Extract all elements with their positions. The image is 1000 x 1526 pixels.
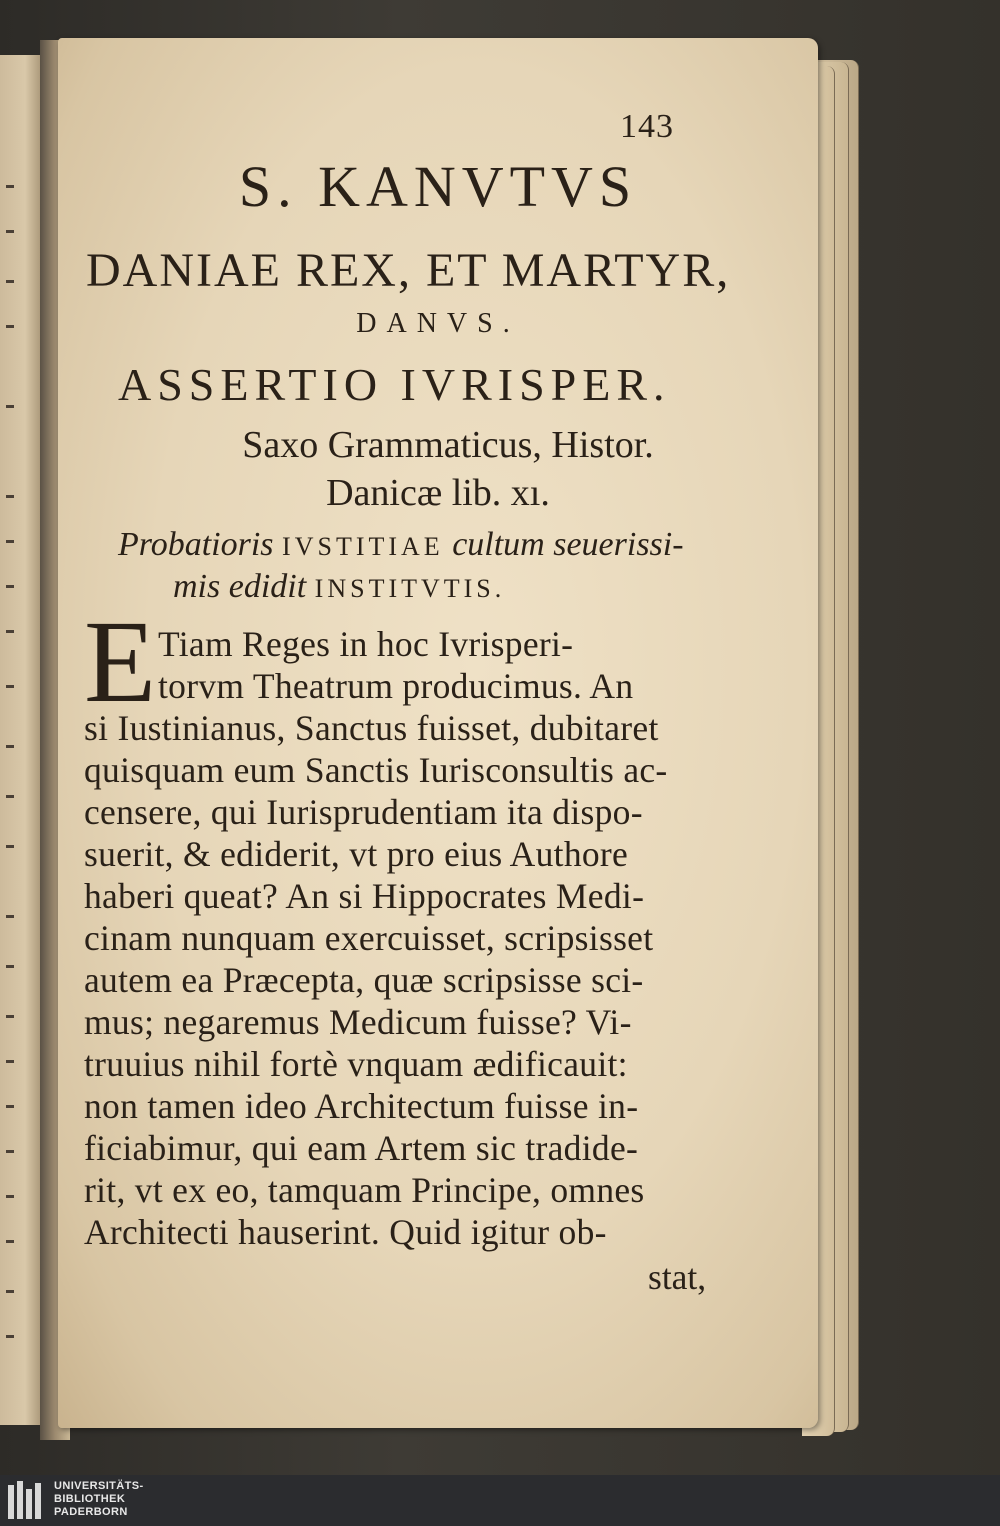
text-fragment-mark: [6, 325, 14, 328]
footer-bar: [0, 1475, 1000, 1526]
body-text-line: truuius nihil fortè vnquam ædificauit:: [84, 1044, 628, 1084]
body-text-line: cinam nunquam exercuisset, scripsisset: [84, 918, 654, 958]
motto-italic-text: Probatioris: [118, 526, 274, 563]
body-text-line: Architecti hauserint. Quid igitur ob-: [84, 1212, 607, 1252]
text-fragment-mark: [6, 1195, 14, 1198]
text-fragment-mark: [6, 280, 14, 283]
source-line: Saxo Grammaticus, Histor.: [242, 424, 654, 466]
text-fragment-mark: [6, 1240, 14, 1243]
library-name-line: UNIVERSITÄTS-: [54, 1480, 144, 1492]
motto-italic-text: mis edidit: [173, 568, 307, 605]
library-name: [54, 1480, 144, 1519]
text-fragment-mark: [6, 495, 14, 498]
body-text-line: non tamen ideo Architectum fuisse in-: [84, 1086, 639, 1126]
page-subtitle: DANIAE REX, ET MARTYR,: [86, 244, 731, 297]
body-text-line: haberi queat? An si Hippocrates Medi-: [84, 876, 645, 916]
text-fragment-mark: [6, 585, 14, 588]
text-fragment-mark: [6, 795, 14, 798]
motto-italic-text: cultum seuerissi-: [452, 526, 684, 563]
book-page: [58, 38, 818, 1428]
body-text-line: rit, vt ex eo, tamquam Principe, omnes: [84, 1170, 645, 1210]
text-fragment-mark: [6, 540, 14, 543]
body-text-line: autem ea Præcepta, quæ scripsisse sci-: [84, 960, 644, 1000]
text-fragment-mark: [6, 1335, 14, 1338]
nation-line: DANVS.: [356, 308, 520, 339]
page-title: S. KANVTVS: [238, 154, 638, 219]
page-number: 143: [620, 108, 674, 145]
library-logo-icon: [6, 1481, 46, 1521]
motto-line: [173, 568, 505, 606]
body-text-line: si Iustinianus, Sanctus fuisset, dubitaret: [84, 708, 659, 748]
text-fragment-mark: [6, 915, 14, 918]
assertion-heading: ASSERTIO IVRISPER.: [118, 359, 671, 410]
motto-line: [118, 526, 684, 564]
text-fragment-mark: [6, 685, 14, 688]
text-fragment-mark: [6, 965, 14, 968]
previous-page-edge: [0, 55, 44, 1425]
body-text-line: ficiabimur, qui eam Artem sic tradide-: [84, 1128, 639, 1168]
motto-caps-text: IVSTITIAE: [282, 532, 444, 561]
text-fragment-mark: [6, 630, 14, 633]
body-text-line: torvm Theatrum producimus. An: [158, 666, 634, 706]
body-text-line: censere, qui Iurisprudentiam ita dispo-: [84, 792, 643, 832]
text-fragment-mark: [6, 1105, 14, 1108]
text-fragment-mark: [6, 1290, 14, 1293]
text-fragment-mark: [6, 845, 14, 848]
text-fragment-mark: [6, 1150, 14, 1153]
library-name-line: PADERBORN: [54, 1506, 128, 1518]
motto-caps-text: INSTITVTIS.: [314, 574, 506, 603]
body-text-line: suerit, & ediderit, vt pro eius Authore: [84, 834, 629, 874]
text-fragment-mark: [6, 1060, 14, 1063]
text-fragment-mark: [6, 230, 14, 233]
text-fragment-mark: [6, 1015, 14, 1018]
library-name-line: BIBLIOTHEK: [54, 1493, 126, 1505]
body-text-line: mus; negaremus Medicum fuisse? Vi-: [84, 1002, 632, 1042]
body-text-line: quisquam eum Sanctis Iurisconsultis ac-: [84, 750, 668, 790]
text-fragment-mark: [6, 405, 14, 408]
body-text-line: Tiam Reges in hoc Ivrisperi-: [158, 624, 574, 664]
text-fragment-mark: [6, 745, 14, 748]
drop-cap: E: [84, 596, 157, 727]
catchword: stat,: [648, 1257, 707, 1297]
text-fragment-mark: [6, 185, 14, 188]
source-line: Danicæ lib. xı.: [326, 472, 550, 514]
